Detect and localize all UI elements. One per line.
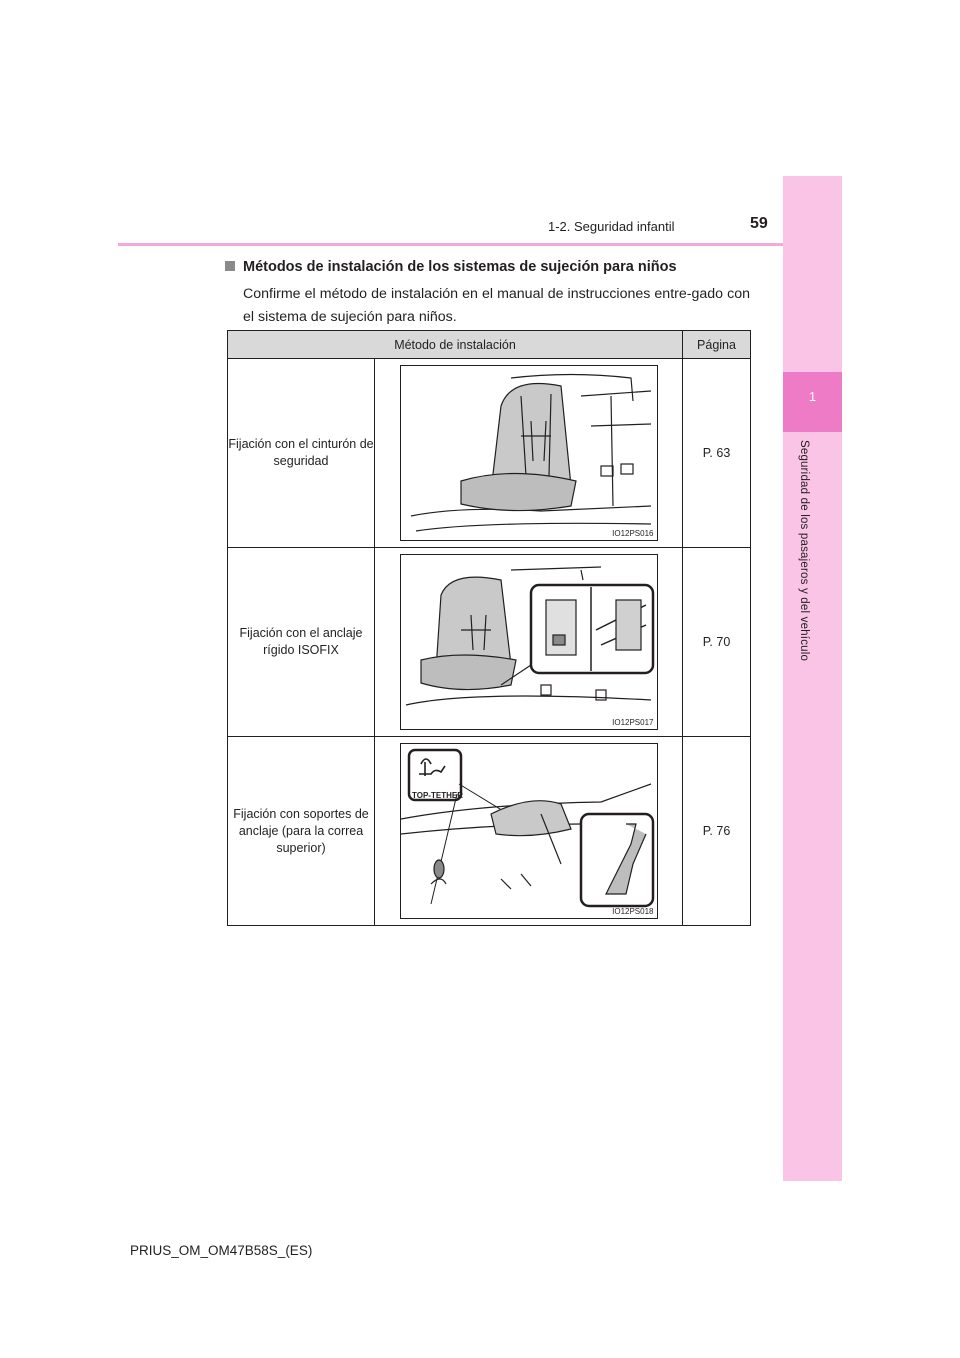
top-tether-drawing [401, 744, 657, 918]
method-illustration-cell [375, 548, 683, 737]
header-rule [118, 243, 783, 246]
table-row [228, 548, 751, 737]
subheading-text: Métodos de instalación de los sistemas de sujeción para niños [243, 259, 677, 275]
chapter-title: Seguridad de los pasajeros y del vehículo [798, 440, 810, 662]
seatbelt-child-seat-illustration [400, 365, 658, 541]
page-number: 59 [750, 215, 768, 232]
top-tether-label: TOP-TETHER [411, 791, 463, 800]
image-code: IO12PS016 [612, 529, 654, 538]
page-reference: P. 63 [683, 359, 751, 548]
method-label: Fijación con el anclaje rígido ISOFIX [228, 548, 375, 737]
method-illustration-cell [375, 737, 683, 926]
isofix-child-seat-illustration [400, 554, 658, 730]
chapter-number: 1 [808, 389, 817, 404]
subheading [225, 259, 677, 275]
section-title: 1-2. Seguridad infantil [548, 219, 675, 234]
installation-methods-table [227, 330, 751, 926]
page-reference: P. 70 [683, 548, 751, 737]
square-bullet-icon [225, 261, 235, 271]
intro-paragraph: Confirme el método de instalación en el manual de instrucciones entre-gado con el sistema de sujeción para niños. [243, 286, 750, 325]
table-row [228, 737, 751, 926]
image-code: IO12PS017 [612, 718, 654, 727]
image-code: IO12PS018 [612, 907, 654, 916]
column-header-method: Método de instalación [228, 331, 683, 359]
method-label: Fijación con soportes de anclaje (para la correa superior) [228, 737, 375, 926]
table-header-row [228, 331, 751, 359]
method-illustration-cell [375, 359, 683, 548]
page-reference: P. 76 [683, 737, 751, 926]
column-header-page: Página [683, 331, 751, 359]
document-code: PRIUS_OM_OM47B58S_(ES) [130, 1243, 313, 1258]
method-label: Fijación con el cinturón de seguridad [228, 359, 375, 548]
isofix-anchor-drawing [401, 555, 657, 729]
table-row [228, 359, 751, 548]
top-tether-illustration [400, 743, 658, 919]
child-seat-belt-drawing [401, 366, 657, 540]
